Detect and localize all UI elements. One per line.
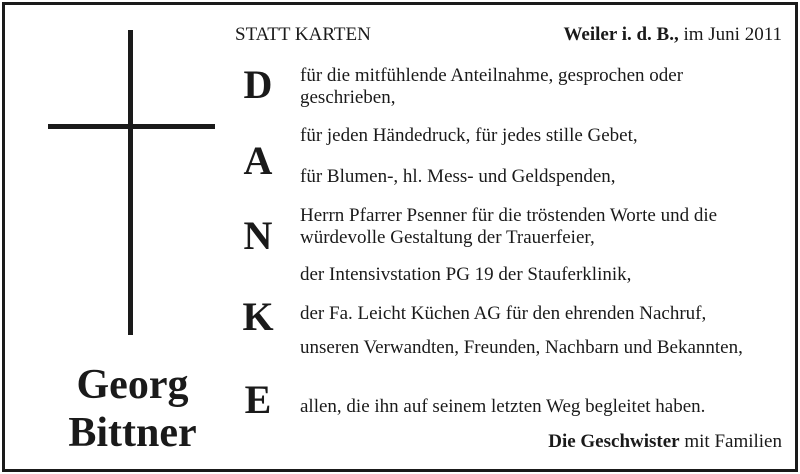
cross-horizontal-bar bbox=[48, 124, 215, 129]
header-place-date bbox=[563, 24, 782, 46]
thanks-line-5: der Intensivstation PG 19 der Stauferklinik, bbox=[300, 264, 632, 285]
danke-letter-d: D bbox=[243, 62, 273, 107]
signature-bold: Die Geschwister bbox=[548, 431, 680, 452]
deceased-last-name: Bittner bbox=[68, 410, 197, 456]
header-date: im Juni 2011 bbox=[678, 24, 782, 45]
cross-vertical-bar bbox=[128, 30, 133, 335]
signature-line bbox=[548, 431, 782, 453]
header-place: Weiler i. d. B., bbox=[563, 24, 679, 45]
thanks-line-7: unseren Verwandten, Freunden, Nachbarn und Bekannten, bbox=[300, 337, 743, 358]
header-statt-karten: STATT KARTEN bbox=[235, 24, 371, 45]
danke-letter-n: N bbox=[243, 213, 273, 258]
thanks-line-2: für jeden Händedruck, für jedes stille Gebet, bbox=[300, 125, 638, 146]
danke-letter-k: K bbox=[242, 294, 274, 339]
danke-letter-a: A bbox=[243, 138, 273, 183]
signature-rest: mit Familien bbox=[679, 431, 782, 452]
obituary-card bbox=[2, 2, 798, 472]
thanks-line-8: allen, die ihn auf seinem letzten Weg begleitet haben. bbox=[300, 396, 706, 417]
thanks-line-6: der Fa. Leicht Küchen AG für den ehrenden Nachruf, bbox=[300, 303, 707, 324]
thanks-line-3: für Blumen-, hl. Mess- und Geldspenden, bbox=[300, 166, 616, 187]
deceased-first-name: Georg bbox=[76, 362, 189, 408]
thanks-line-1: für die mitfühlende Anteilnahme, gesprochen oder geschrieben, bbox=[300, 65, 684, 108]
danke-letter-e: E bbox=[244, 377, 272, 422]
thanks-line-4: Herrn Pfarrer Psenner für die tröstenden Worte und die würdevolle Gestaltung der Trauerfeier, bbox=[300, 205, 718, 248]
